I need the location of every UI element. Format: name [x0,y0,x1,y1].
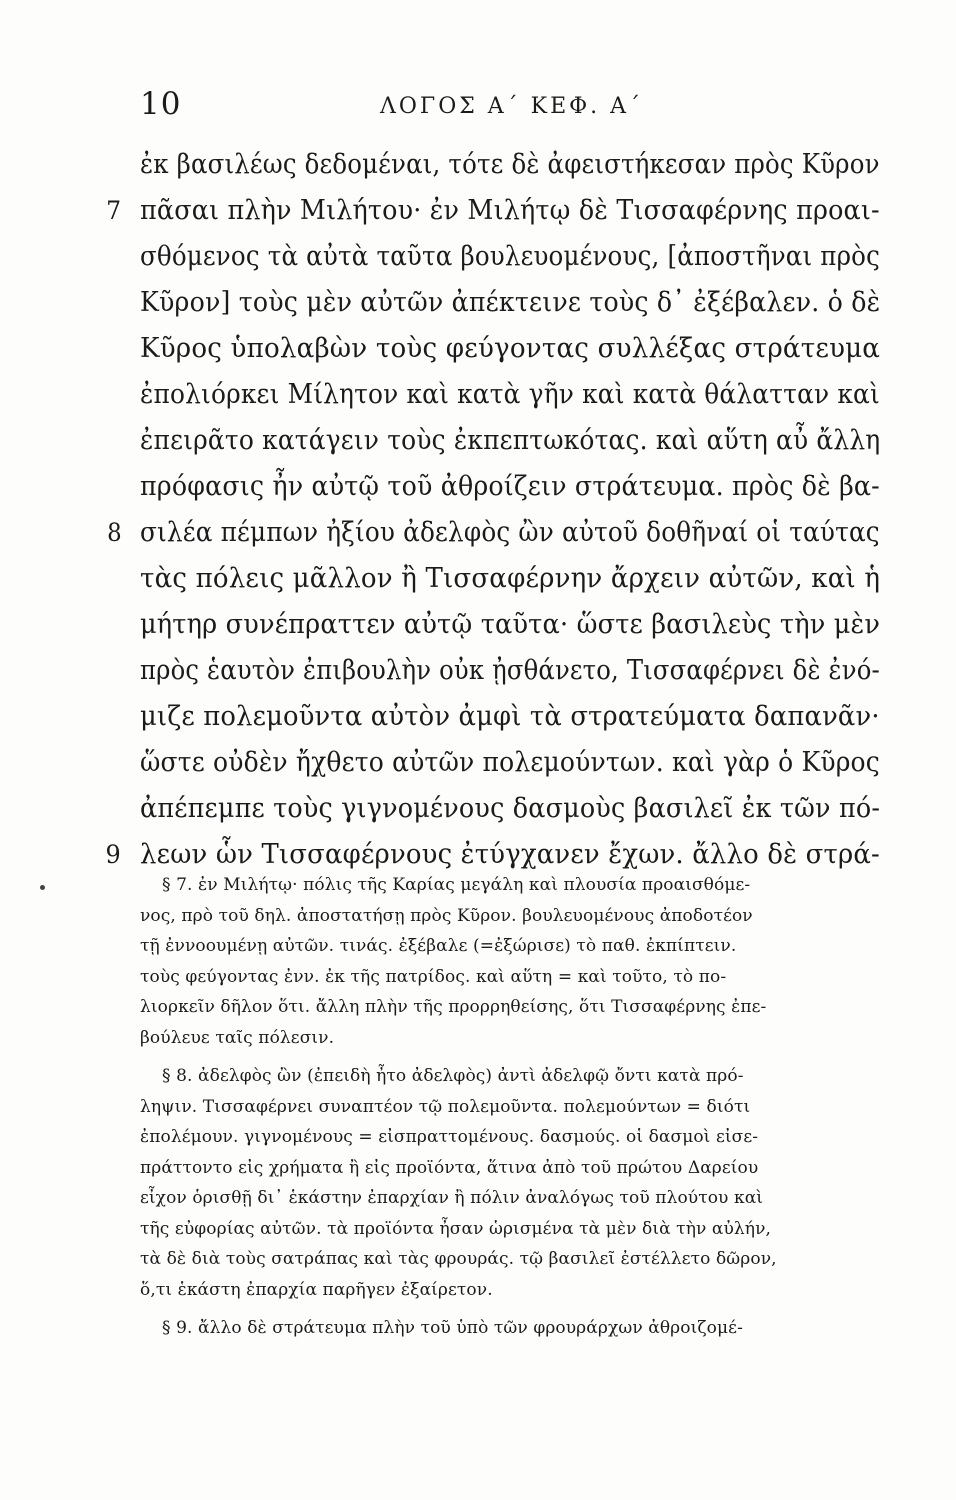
text-line [140,418,881,464]
line-text: Κῦρον] τοὺς μὲν αὐτῶν ἀπέκτεινε τοὺς δ᾽ ἐξέβαλεν. ὁ δὲ [140,287,881,318]
line-text: μιζε πολεμοῦντα αὐτὸν ἀμφὶ τὰ στρατεύματα δαπανᾶν· [140,701,880,732]
running-head: ΛΟΓΟΣ Α΄ ΚΕΦ. Α΄ [380,94,644,119]
text-line [106,188,880,234]
line-text: σθόμενος τὰ αὐτὰ ταῦτα βουλευομένους, [ἀποστῆναι πρὸς [140,241,881,272]
line-text: σιλέα πέμπων ἠξίου ἀδελφὸς ὢν αὐτοῦ δοθῆναί οἱ ταύτας [140,517,880,548]
section-number: 8 [107,518,122,547]
text-line [140,280,881,326]
footnote-section-start: § 8. ἀδελφὸς ὢν (ἐπειδὴ ἦτο ἀδελφὸς) ἀντὶ ἀδελφῷ ὄντι κατὰ πρό- [162,1066,744,1086]
line-text: ἐκ βασιλέως δεδομέναι, τότε δὲ ἀφειστήκεσαν πρὸς Κῦρον [140,149,880,180]
text-line [140,602,881,648]
text-line [140,234,881,280]
line-text: Κῦρος ὑπολαβὼν τοὺς φεύγοντας συλλέξας στράτευμα [140,333,881,364]
line-text: τὰς πόλεις μᾶλλον ἢ Τισσαφέρνην ἄρχειν αὐτῶν, καὶ ἡ [140,563,881,594]
line-text: πρόφασις ἦν αὐτῷ τοῦ ἀθροίζειν στράτευμα. πρὸς δὲ βα- [140,471,880,502]
text-line [140,142,880,188]
text-line [140,740,880,786]
footnote-line: ὅ,τι ἑκάστη ἐπαρχία παρῆγεν ἐξαίρετον. [140,1279,493,1300]
footnote-line: τῇ ἐννοουμένῃ αὐτῶν. τινάς. ἐξέβαλε (=ἐξώρισε) τὸ παθ. ἐκπίπτειν. [140,936,737,956]
text-line [140,464,880,510]
footnote-section-start: § 7. ἐν Μιλήτῳ· πόλις τῆς Καρίας μεγάλη καὶ πλουσία προαισθόμε- [162,875,751,895]
text-line [107,510,880,556]
line-text: ἀπέπεμπε τοὺς γιγνομένους δασμοὺς βασιλεῖ ἐκ τῶν πό- [140,793,881,824]
footnote-line: τοὺς φεύγοντας ἐνν. ἐκ τῆς πατρίδος. καὶ αὕτη = καὶ τοῦτο, τὸ πο- [140,966,727,987]
footnotes [140,862,880,1344]
footnote-line: νος, πρὸ τοῦ δηλ. ἀποστατήσῃ πρὸς Κῦρον. βουλευομένους ἀποδοτέον [140,905,753,926]
line-text: λεων ὧν Τισσαφέρνους ἐτύγχανεν ἔχων. ἄλλο δὲ στρά- [140,839,880,870]
line-text: μήτηρ συνέπραττεν αὐτῷ ταῦτα· ὥστε βασιλεὺς τὴν μὲν [140,609,881,640]
footnote-line: λιορκεῖν δῆλον ὅτι. ἄλλη πλὴν τῆς προρρηθείσης, ὅτι Τισσαφέρνης ἐπε- [140,997,767,1017]
main-text [105,142,881,878]
line-text: πᾶσαι πλὴν Μιλήτου· ἐν Μιλήτῳ δὲ Τισσαφέρνης προαι- [140,195,880,226]
footnote-section-start: § 9. ἄλλο δὲ στράτευμα πλὴν τοῦ ὑπὸ τῶν φρουράρχων ἀθροιζομέ- [162,1318,743,1338]
footnote-line: ἐπολέμουν. γιγνομένους = εἰσπραττομένους. δασμούς. οἱ δασμοὶ εἰσε- [140,1127,759,1147]
footnote-line: πράττοντο εἰς χρήματα ἢ εἰς προϊόντα, ἅτινα ἀπὸ τοῦ πρώτου Δαρείου [140,1157,759,1178]
line-text: πρὸς ἑαυτὸν ἐπιβουλὴν οὐκ ᾐσθάνετο, Τισσαφέρνει δὲ ἐνό- [140,655,880,686]
footnote-line: τὰ δὲ διὰ τοὺς σατράπας καὶ τὰς φρουράς. τῷ βασιλεῖ ἐστέλλετο δῶρον, [140,1249,777,1269]
page-header [140,86,880,126]
text-line [140,556,881,602]
text-line [140,372,880,418]
text-line [140,648,880,694]
footnote-line: εἶχον ὁρισθῇ δι᾽ ἑκάστην ἐπαρχίαν ἢ πόλιν ἀναλόγως τοῦ πλούτου καὶ [140,1188,764,1208]
section-number: 7 [106,196,122,225]
footnote-line: ληψιν. Τισσαφέρνει συναπτέον τῷ πολεμοῦντα. πολεμούντων = διότι [140,1096,751,1117]
page-number: 10 [140,86,182,122]
line-text: ὥστε οὐδὲν ἤχθετο αὐτῶν πολεμούντων. καὶ γὰρ ὁ Κῦρος [140,747,880,778]
section-number: 9 [105,840,121,869]
footnote-line: βούλευε ταῖς πόλεσιν. [140,1027,335,1048]
footnote-line: τῆς εὐφορίας αὐτῶν. τὰ προϊόντα ἦσαν ὡρισμένα τὰ μὲν διὰ τὴν αὐλήν, [140,1218,772,1239]
text-line [140,786,881,832]
text-line [140,694,880,740]
text-line [140,326,881,372]
line-text: ἐπειρᾶτο κατάγειν τοὺς ἐκπεπτωκότας. καὶ αὕτη αὖ ἄλλη [140,425,881,456]
line-text: ἐπολιόρκει Μίλητον καὶ κατὰ γῆν καὶ κατὰ θάλατταν καὶ [140,379,880,410]
margin-dot [40,885,45,890]
